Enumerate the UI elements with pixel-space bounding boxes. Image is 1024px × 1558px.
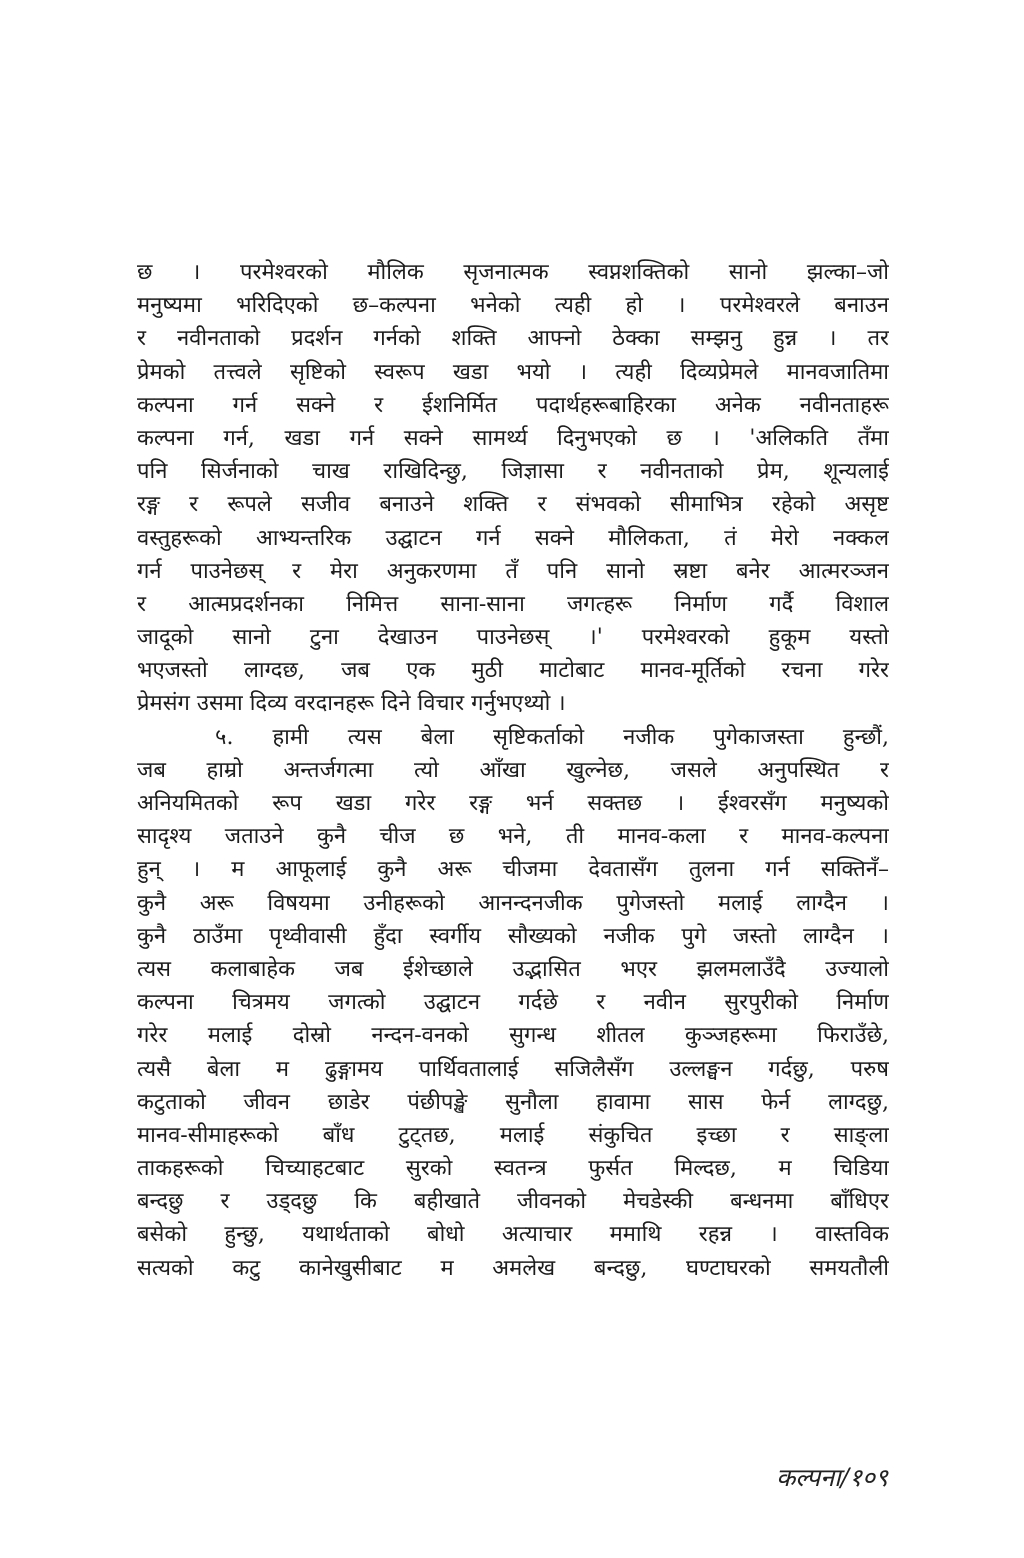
text-line: बन्दछु र उड्दछु कि बहीखाते जीवनको मेचडेस्की बन्धनमा बाँधिएर [137,1189,889,1215]
text-line: जब हाम्रो अन्तर्जगत्मा त्यो आँखा खुल्नेछ, जसले अनुपस्थित र [137,757,889,783]
text-line: पनि सिर्जनाको चाख राखिदिन्छु, जिज्ञासा र नवीनताको प्रेम, शून्यलाई [137,459,889,485]
text-line: छ । परमेश्वरको मौलिक सृजनात्मक स्वप्नशक्तिको सानो झल्का–जो [137,260,889,285]
text-line: सादृश्य जताउने कुनै चीज छ भने, ती मानव-कला र मानव-कल्पना [137,824,889,850]
text-line: कल्पना गर्न, खडा गर्न सक्ने सामर्थ्य दिनुभएको छ । 'अलिकति तँमा [137,425,889,451]
text-line: ताकहरूको चिच्याहटबाट सुरको स्वतन्त्र फुर्सत मिल्दछ, म चिडिया [137,1156,889,1182]
text-line: रङ्ग र रूपले सजीव बनाउने शक्ति र संभवको सीमाभित्र रहेको असृष्ट [137,492,889,518]
body-text [137,256,889,1285]
text-line: सत्यको कटु कानेखुसीबाट म अमलेख बन्दछु, घण्टाघरको समयतौली [137,1255,889,1281]
text-line: मानव-सीमाहरूको बाँध टुट्तछ, मलाई संकुचित इच्छा र साङ्ला [137,1122,889,1148]
text-line: जादूको सानो टुना देखाउन पाउनेछस् ।' परमेश्वरको हुकूम यस्तो [137,625,889,651]
text-line: बसेको हुन्छु, यथार्थताको बोधो अत्याचार ममाथि रहन्न । वास्तविक [137,1222,889,1248]
paragraph-start-line: ५. हामी त्यस बेला सृष्टिकर्ताको नजीक पुगेकाजस्ता हुन्छौं, [215,724,889,750]
text-line: भएजस्तो लाग्दछ, जब एक मुठी माटोबाट मानव-मूर्तिको रचना गरेर [137,658,889,684]
text-line: र आत्मप्रदर्शनका निमित्त साना-साना जगत्हरू निर्माण गर्दै विशाल [137,591,889,617]
text-line: गरेर मलाई दोस्रो नन्दन-वनको सुगन्ध शीतल कुञ्जहरूमा फिराउँछे, [137,1023,889,1049]
text-line: प्रेमको तत्त्वले सृष्टिको स्वरूप खडा भयो । त्यही दिव्यप्रेमले मानवजातिमा [137,359,889,385]
text-line: कुनै अरू विषयमा उनीहरूको आनन्दनजीक पुगेजस्तो मलाई लाग्दैन । [137,890,889,916]
text-line: कटुताको जीवन छाडेर पंछीपङ्खे सुनौला हावामा सास फेर्न लाग्दछु, [137,1089,889,1115]
text-line: गर्न पाउनेछस् र मेरा अनुकरणमा तँ पनि सानो स्रष्टा बनेर आत्मरञ्जन [137,558,889,584]
paragraph-end-line: प्रेमसंग उसमा दिव्य वरदानहरू दिने विचार गर्नुभएथ्यो । [137,691,566,717]
text-line: त्यसै बेला म ढुङ्गामय पार्थिवतालाई सजिलैसँग उल्लङ्घन गर्दछु, परुष [137,1056,889,1082]
page-footer: कल्पना/१०९ [776,1463,888,1492]
text-line: कुनै ठाउँमा पृथ्वीवासी हुँदा स्वर्गीय सौख्यको नजीक पुगे जस्तो लाग्दैन । [137,923,889,949]
text-line: अनियमितको रूप खडा गरेर रङ्ग भर्न सक्तछ । ईश्वरसँग मनुष्यको [137,791,889,816]
text-line: कल्पना गर्न सक्ने र ईशनिर्मित पदार्थहरूबाहिरका अनेक नवीनताहरू [137,392,889,418]
text-line: हुन् । म आफूलाई कुनै अरू चीजमा देवतासँग तुलना गर्न सक्तिनँ– [137,857,889,883]
text-line: र नवीनताको प्रदर्शन गर्नको शक्ति आफ्नो ठेक्का सम्झनु हुन्न । तर [137,326,889,352]
text-line: वस्तुहरूको आभ्यन्तरिक उद्घाटन गर्न सक्ने मौलिकता, तं मेरो नक्कल [137,525,889,551]
text-line: कल्पना चित्रमय जगत्को उद्घाटन गर्दछे र नवीन सुरपुरीको निर्माण [137,990,889,1016]
text-line: त्यस कलाबाहेक जब ईशेच्छाले उद्भासित भएर झलमलाउँदै उज्यालो [137,956,889,982]
text-line: मनुष्यमा भरिदिएको छ–कल्पना भनेको त्यही हो । परमेश्वरले बनाउन [137,293,889,319]
